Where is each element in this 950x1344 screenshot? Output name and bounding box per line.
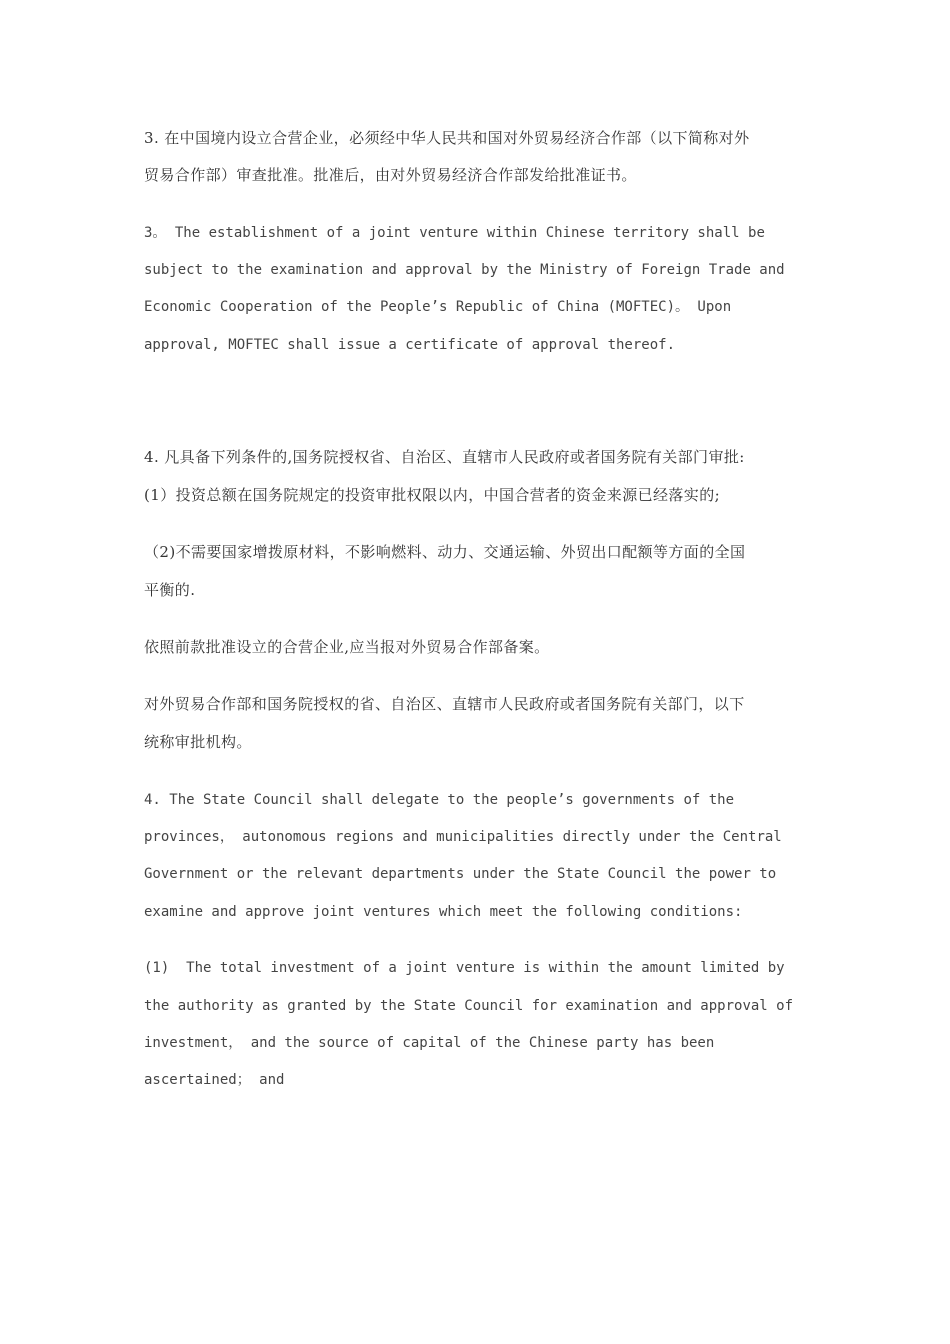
article-3-en-line-3: Economic Cooperation of the People’s Republic of China (MOFTEC)。 Upon [144, 299, 732, 315]
article-4-zh-condition-2-line-2: 平衡的. [144, 581, 196, 599]
article-3-zh-line-1: 3. 在中国境内设立合营企业，必须经中华人民共和国对外贸易经济合作部（以下简称对外 [144, 129, 750, 147]
article-4-zh-line-1: 4. 凡具备下列条件的,国务院授权省、自治区、直辖市人民政府或者国务院有关部门审批: [144, 448, 745, 466]
article-4-zh-authority-line-2: 统称审批机构。 [144, 733, 252, 751]
article-4-en-line-2: provinces， autonomous regions and municipalities directly under the Central [144, 829, 782, 845]
article-4-zh-condition-2-line-1: （2)不需要国家增拨原材料，不影响燃料、动力、交通运输、外贸出口配额等方面的全国 [144, 543, 746, 561]
article-4-en-line-1: 4. The State Council shall delegate to the people’s governments of the [144, 792, 735, 808]
article-4-zh-condition-1: (1）投资总额在国务院规定的投资审批权限以内，中国合营者的资金来源已经落实的; [144, 486, 721, 504]
article-3-en-line-4: approval, MOFTEC shall issue a certificate of approval thereof. [144, 337, 676, 353]
article-4-en-condition-1-line-2: the authority as granted by the State Council for examination and approval of [144, 998, 794, 1014]
article-4-zh-authority-line-1: 对外贸易合作部和国务院授权的省、自治区、直辖市人民政府或者国务院有关部门，以下 [144, 695, 745, 713]
article-4-en-condition-1-line-3: investment， and the source of capital of the Chinese party has been [144, 1035, 715, 1051]
article-4-en-line-4: examine and approve joint ventures which meet the following conditions: [144, 904, 743, 920]
article-4-zh-filing: 依照前款批准设立的合营企业,应当报对外贸易合作部备案。 [144, 638, 550, 656]
article-3-zh-line-2: 贸易合作部）审查批准。批准后，由对外贸易经济合作部发给批准证书。 [144, 166, 637, 184]
article-4-en-line-3: Government or the relevant departments under the State Council the power to [144, 866, 777, 882]
article-3-en-line-1: 3。 The establishment of a joint venture within Chinese territory shall be [144, 225, 765, 241]
article-3-en-line-2: subject to the examination and approval by the Ministry of Foreign Trade and [144, 262, 785, 278]
article-4-en-condition-1-line-4: ascertained； and [144, 1072, 285, 1088]
article-4-en-condition-1-line-1: (1) The total investment of a joint venture is within the amount limited by [144, 960, 785, 976]
